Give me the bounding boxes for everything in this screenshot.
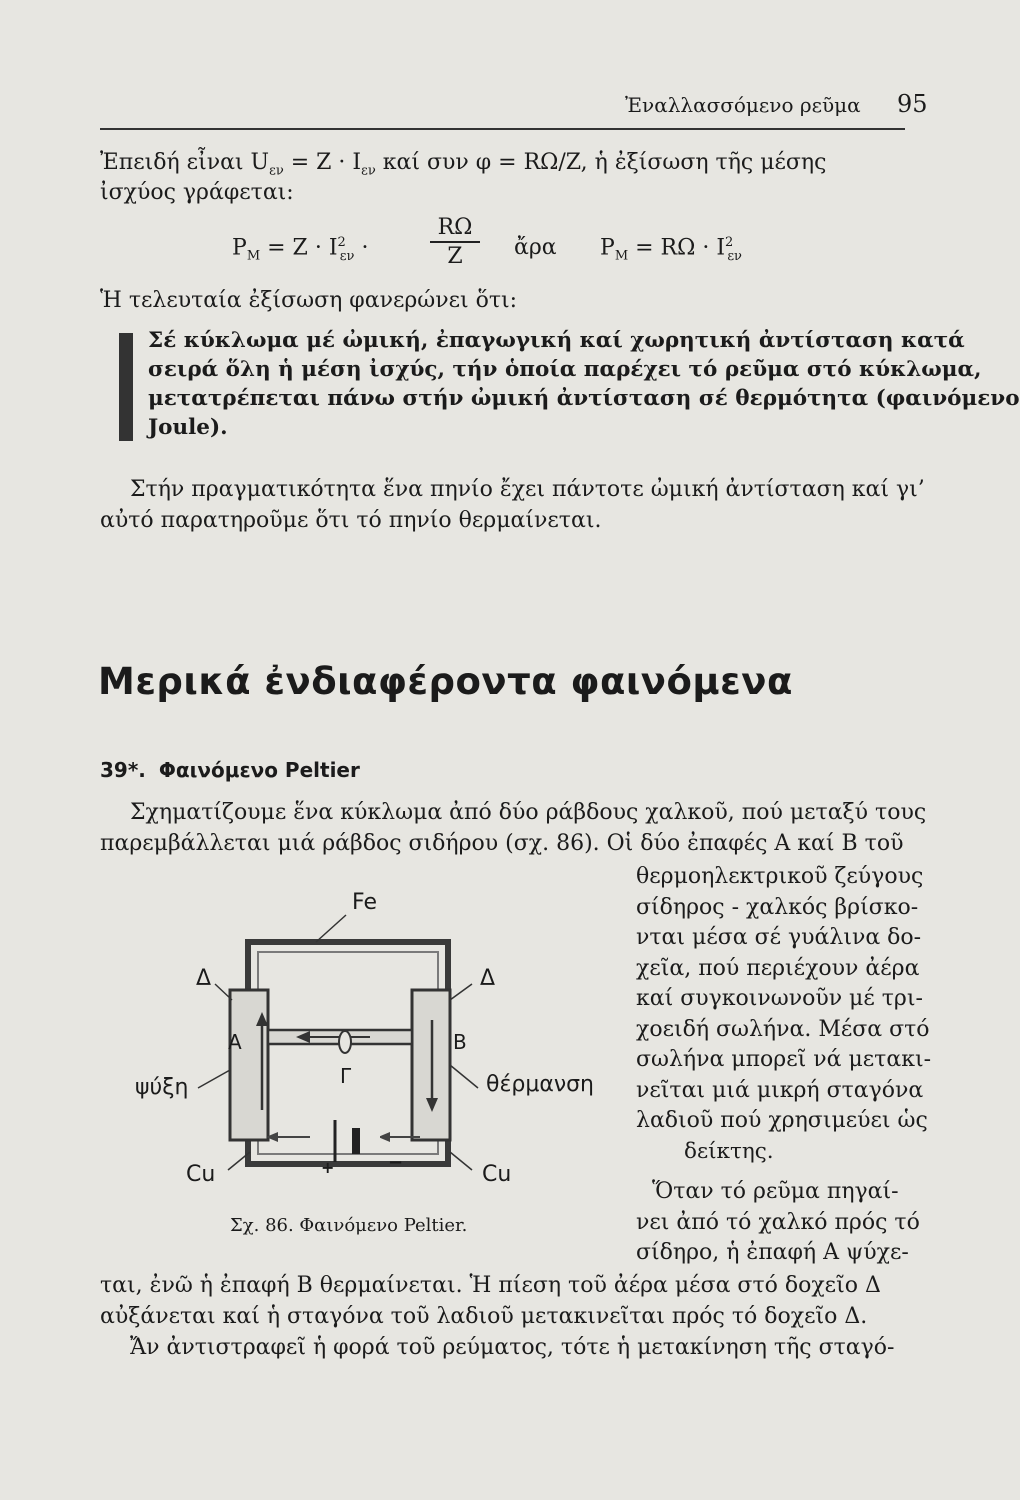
label-delta-left: Δ — [196, 966, 212, 991]
label-psyxi: ψύξη — [135, 1075, 189, 1100]
label-cu-right: Cu — [482, 1162, 512, 1187]
page-number: 95 — [896, 90, 928, 118]
intro-line-1: Ἐπειδή εἶναι $U_{\varepsilon\nu} = Z \cdot I_{\varepsilon\nu}$ καί συν φ = RΩ/Z, ἡ ἐξίσωση τῆς μέσης — [100, 150, 827, 179]
battery-plate-short — [352, 1128, 360, 1154]
peltier-circuit-diagram — [120, 880, 640, 1180]
label-thermansi: θέρμανση — [486, 1072, 594, 1097]
paragraph-2-line-1: Στήν πραγματικότητα ἕνα πηνίο ἔχει πάντοτε ὠμική ἀντίσταση καί γι’ — [130, 477, 925, 502]
pointer-psyxi — [198, 1070, 230, 1088]
power-formula: $P_M = Z \cdot I^2_{\varepsilon\nu}$ · RΩ Z ἄρα $P_M = R\Omega \cdot I^2_{\varepsilon\nu}$ — [232, 215, 742, 269]
final-paragraph: ται, ἐνῶ ἡ ἐπαφή Β θερμαίνεται. Ἡ πίεση τοῦ ἀέρα μέσα στό δοχεῖο Δ αὐξάνεται καί ἡ σταγόνα τοῦ λαδιοῦ μετακινεῖται πρός τό δοχεῖο Δ. Ἄν ἀντιστραφεῖ ἡ φορά τοῦ ρεύματος, τότε ἡ μετακίνηση τῆς σταγό- — [100, 1273, 895, 1360]
conclusion-intro: Ἡ τελευταία ἐξίσωση φανερώνει ὅτι: — [100, 288, 518, 313]
figure-86 — [120, 880, 640, 1187]
subsection-number: 39*. — [100, 758, 146, 782]
running-title: Ἐναλλασσόμενο ρεῦμα — [625, 93, 861, 117]
label-gamma: Γ — [340, 1064, 352, 1088]
pointer-cu-right — [450, 1152, 472, 1170]
body-line-2: παρεμβάλλεται μιά ράβδος σιδήρου (σχ. 86). Οἱ δύο ἐπαφές Α καί Β τοῦ — [100, 831, 904, 856]
label-plus: + — [321, 1158, 335, 1177]
intro-line-2: ἰσχύος γράφεται: — [100, 180, 294, 205]
section-title: Μερικά ἐνδιαφέροντα φαινόμενα — [98, 660, 793, 703]
label-cu-left: Cu — [186, 1162, 216, 1187]
label-a: A — [228, 1030, 242, 1054]
label-minus: − — [388, 1152, 404, 1173]
right-column: θερμοηλεκτρικοῦ ζεύγους σίδηρος - χαλκός βρίσκο- νται μέσα σέ γυάλινα δο- χεῖα, πού περιέχουν ἀέρα καί συγκοινωνοῦν μέ τρι- χοειδή σωλήνα. Μέσα στό σωλήνα μπορεῖ νά μετακι- νεῖται μιά μικρή σταγόνα λαδιοῦ πού χρησιμεύει ὡς δείκτης. — [636, 864, 932, 1164]
battery-gap — [320, 1122, 380, 1152]
body-line-1: Σχηματίζουμε ἕνα κύκλωμα ἀπό δύο ράβδους χαλκοῦ, πού μεταξύ τους — [130, 800, 927, 825]
label-delta-right: Δ — [480, 966, 496, 991]
label-b: B — [453, 1030, 467, 1054]
oil-drop — [339, 1031, 351, 1053]
pointer-thermansi — [450, 1065, 478, 1088]
highlight-bar — [119, 333, 133, 441]
subsection-title: Φαινόμενο Peltier — [158, 758, 360, 782]
subsection-heading — [100, 758, 360, 782]
fraction: RΩ Z — [430, 215, 480, 269]
pointer-delta-right — [450, 984, 472, 1000]
running-header — [625, 90, 928, 118]
pointer-fe — [316, 915, 346, 942]
figure-caption: Σχ. 86. Φαινόμενο Peltier. — [230, 1215, 468, 1236]
label-fe: Fe — [352, 890, 377, 915]
right-column-2: Ὅταν τό ρεῦμα πηγαί- νει ἀπό τό χαλκό πρός τό σίδηρο, ἡ ἐπαφή Α ψύχε- — [636, 1179, 920, 1265]
header-rule — [100, 128, 905, 130]
paragraph-2-line-2: αὐτό παρατηροῦμε ὅτι τό πηνίο θερμαίνεται. — [100, 508, 602, 533]
boxed-statement: Σέ κύκλωμα μέ ὠμική, ἐπαγωγική καί χωρητική ἀντίσταση κατά σειρά ὅλη ἡ μέση ἰσχύς, τήν ὁποία παρέχει τό ρεῦμα στό κύκλωμα, μετατρέπεται πάνω στήν ὠμική ἀντίσταση σέ θερμότητα (φαινόμενο Joule). — [148, 328, 1020, 440]
